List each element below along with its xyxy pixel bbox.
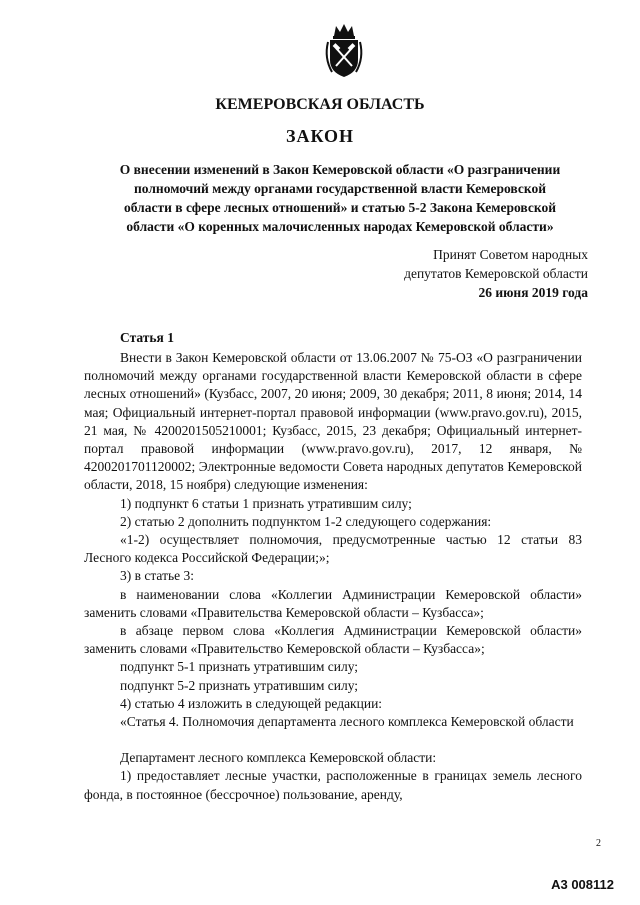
adoption-line: депутатов Кемеровской области xyxy=(404,266,588,281)
page-mark: 2 xyxy=(596,838,601,849)
paragraph: 1) предоставляет лесные участки, расположенные в границах земель лесного фонда, в постоянное (бессрочное) пользование, аренду, xyxy=(84,768,582,802)
adoption-line: Принят Советом народных xyxy=(433,247,588,262)
coat-of-arms-emblem xyxy=(322,22,366,80)
paragraph: в наименовании слова «Коллегии Администрации Кемеровской области» заменить словами «Правительства Кемеровской области – Кузбасса»; xyxy=(84,586,582,620)
article-heading: Статья 1 xyxy=(120,330,174,345)
paragraph: 3) в статье 3: xyxy=(120,568,194,584)
adoption-block xyxy=(404,245,588,302)
paragraph: 1) подпункт 6 статьи 1 признать утратившим силу; xyxy=(120,495,412,511)
form-serial-number: А3 008112 xyxy=(551,877,614,892)
paragraph: 2) статью 2 дополнить подпунктом 1-2 следующего содержания: xyxy=(120,513,492,529)
region-name: КЕМЕРОВСКАЯ ОБЛАСТЬ xyxy=(215,96,425,113)
paragraph: «1-2) осуществляет полномочия, предусмотренные частью 12 статьи 83 Лесного кодекса Российской Федерации;»; xyxy=(84,532,582,566)
paragraph: Внести в Закон Кемеровской области от 13.06.2007 № 75-ОЗ «О разграничении полномочий между органами государственной власти Кемеровской области в сфере лесных отношений» (Кузбасс, 2007, 20 июня; 2009, 30 декабря; 2011, 8 июня; 2014, 14 мая; Официальный интернет-портал правовой информации (www.pravo.gov.ru), 2015, 21 мая, № 4200201505210001; Кузбасс, 2015, 23 декабря; Официальный интернет-портал правовой информации (www.pravo.gov.ru), 2017, 12 января, № 4200201701120002; Электронные ведомости Совета народных депутатов Кемеровской области, 2018, 15 ноября) следующие изменения: xyxy=(84,350,582,493)
subject-line: полномочий между органами государственной власти Кемеровской xyxy=(134,181,546,196)
paragraph: 4) статью 4 изложить в следующей редакции: xyxy=(120,695,383,711)
paragraph: подпункт 5-2 признать утратившим силу; xyxy=(120,677,359,693)
paragraph: Департамент лесного комплекса Кемеровской области: xyxy=(120,750,437,766)
subject-line: области «О коренных малочисленных народах Кемеровской области» xyxy=(126,219,554,234)
subject-line: области в сфере лесных отношений» и статью 5-2 Закона Кемеровской xyxy=(124,200,556,215)
paragraph: в абзаце первом слова «Коллегия Администрации Кемеровской области» заменить словами «Правительство Кемеровской области – Кузбасса»; xyxy=(84,623,582,657)
document-type: ЗАКОН xyxy=(285,126,355,146)
adoption-date: 26 июня 2019 года xyxy=(478,285,588,300)
subject-line: О внесении изменений в Закон Кемеровской области «О разграничении xyxy=(119,162,561,177)
paragraph: «Статья 4. Полномочия департамента лесного комплекса Кемеровской области xyxy=(120,714,574,730)
article-body xyxy=(84,349,582,804)
law-subject xyxy=(80,160,600,236)
paragraph: подпункт 5-1 признать утратившим силу; xyxy=(120,659,359,675)
